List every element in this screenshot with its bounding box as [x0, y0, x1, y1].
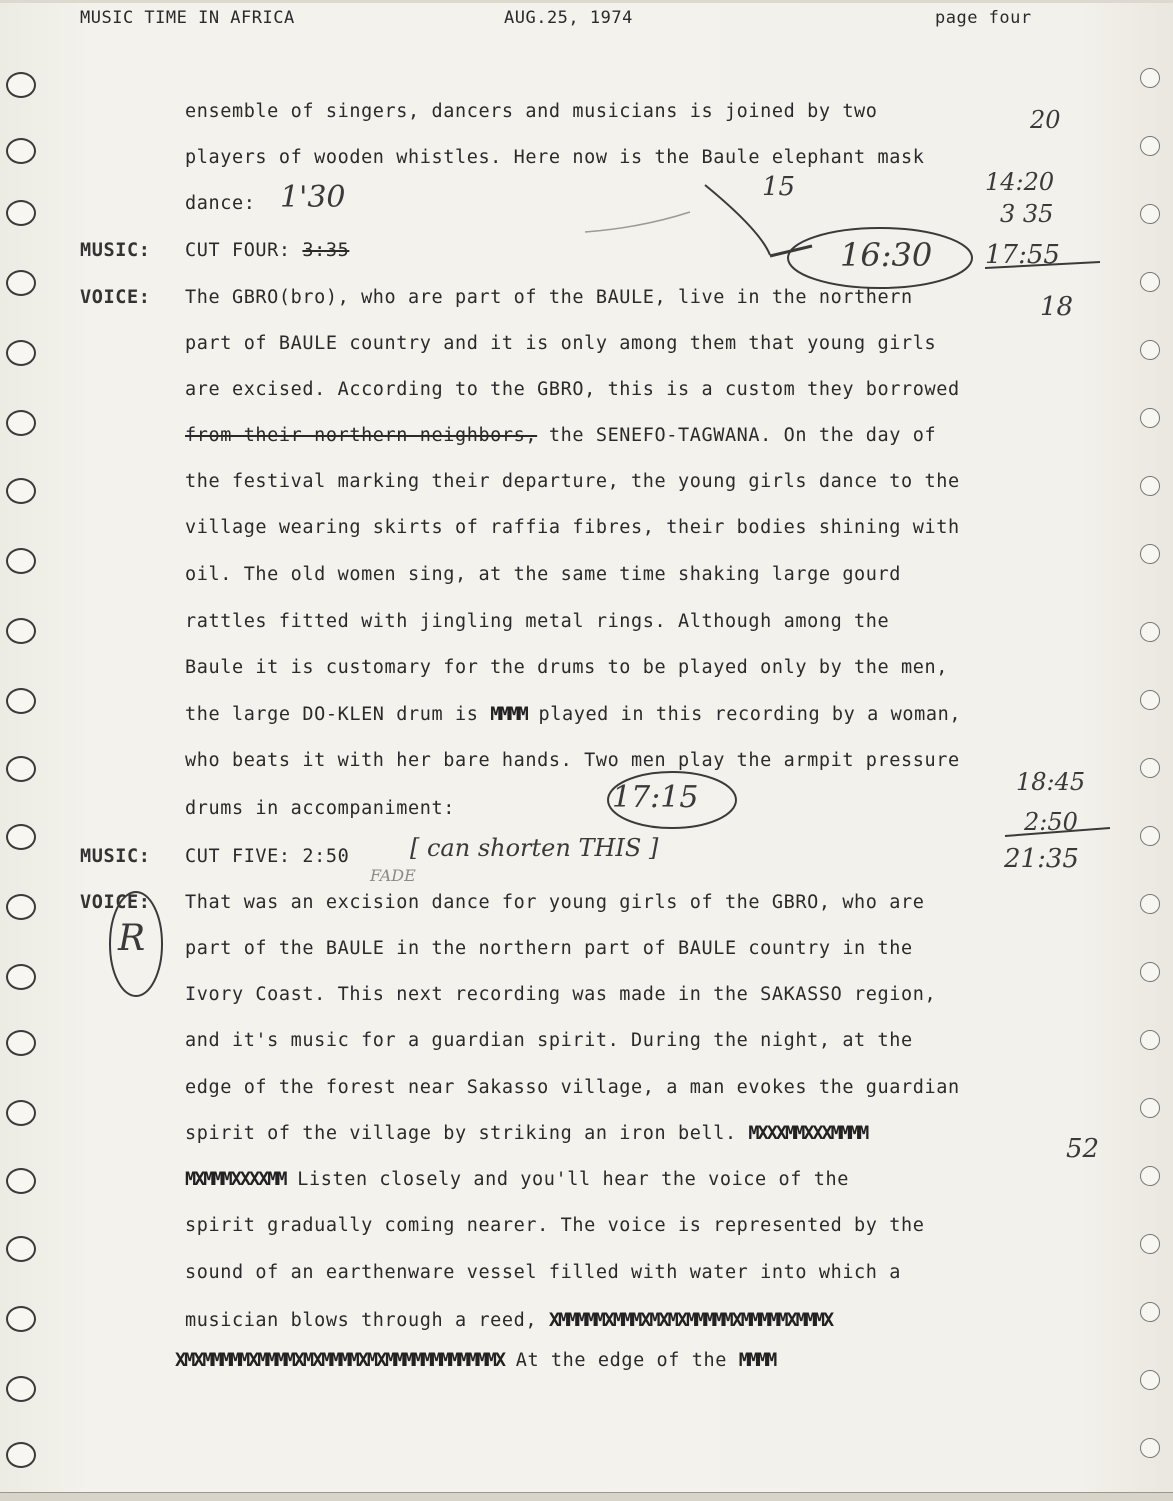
line-start: musician blows through a reed,	[185, 1310, 549, 1331]
punch-hole	[1140, 476, 1160, 496]
line-rest: played in this recording by a woman,	[526, 704, 962, 725]
handwritten-note: 52	[1066, 1134, 1100, 1164]
script-line	[185, 1122, 867, 1146]
line-start: the large DO-KLEN drum is	[185, 704, 491, 725]
punch-hole	[1140, 1234, 1160, 1254]
page-number: page four	[935, 8, 1032, 28]
music-label: MUSIC:	[80, 240, 151, 261]
handwritten-note: 18:45	[1016, 768, 1086, 796]
script-line: spirit gradually coming nearer. The voice is represented by the	[185, 1215, 925, 1236]
script-line: rattles fitted with jingling metal rings. Although among the	[185, 611, 890, 632]
script-line: edge of the forest near Sakasso village, a man evokes the guardian	[185, 1077, 960, 1098]
punch-hole	[1140, 894, 1160, 914]
line-rest: Listen closely and you'll hear the voice of the	[285, 1169, 849, 1190]
script-line: who beats it with her bare hands. Two men play the armpit pressure	[185, 750, 960, 771]
line-rest: the SENEFO-TAGWANA. On the day of	[537, 425, 937, 446]
pencil-stroke	[585, 212, 690, 232]
typed-over-text: MXXXMMXXXMMMM	[748, 1123, 868, 1144]
script-line: part of the BAULE in the northern part of BAULE country in the	[185, 938, 913, 959]
script-line: are excised. According to the GBRO, this is a custom they borrowed	[185, 379, 960, 400]
punch-hole	[6, 824, 36, 850]
punch-hole	[1140, 962, 1160, 982]
punch-hole	[6, 478, 36, 504]
handwritten-note: 1'30	[280, 180, 346, 215]
typed-over-text: MMMM	[738, 1350, 776, 1371]
line-rest: At the edge of the	[503, 1350, 739, 1371]
punch-hole	[6, 1376, 36, 1402]
punch-hole	[1140, 204, 1160, 224]
handwritten-note: 21:35	[1004, 844, 1079, 874]
punch-hole	[6, 1168, 36, 1194]
line-start: The	[185, 287, 232, 308]
music-label: MUSIC:	[80, 846, 151, 867]
punch-hole	[1140, 758, 1160, 778]
script-line	[185, 424, 936, 448]
cue-name: CUT FOUR:	[185, 240, 291, 261]
punch-hole	[6, 1100, 36, 1126]
punch-hole	[1140, 272, 1160, 292]
punch-hole	[1140, 136, 1160, 156]
typed-over-text: MXMMMXXXXMM	[185, 1169, 286, 1190]
script-line: part of BAULE country and it is only among them that young girls	[185, 333, 937, 354]
punch-hole	[6, 410, 36, 436]
handwritten-note: 18	[1040, 292, 1074, 322]
handwritten-note: R	[118, 918, 146, 959]
punch-hole	[1140, 1098, 1160, 1118]
handwritten-note: 16:30	[840, 236, 933, 274]
script-line: sound of an earthenware vessel filled with water into which a	[185, 1262, 902, 1283]
typed-over-text: XMMMMMXMMMXMXMXMMMMMXMMMMMXMMMX	[548, 1310, 833, 1331]
script-line	[185, 1168, 849, 1192]
punch-hole	[1140, 544, 1160, 564]
punch-hole	[6, 1030, 36, 1056]
script-line: village wearing skirts of raffia fibres, their bodies shining with	[185, 517, 960, 538]
punch-hole	[1140, 340, 1160, 360]
handwritten-note: 3 35	[1000, 200, 1054, 228]
right-punch-holes	[1128, 0, 1173, 1500]
program-title: MUSIC TIME IN AFRICA	[80, 8, 295, 28]
script-line	[185, 286, 913, 310]
punch-hole	[6, 756, 36, 782]
punch-hole	[1140, 1166, 1160, 1186]
handwritten-note: [ can shorten THIS ]	[410, 834, 659, 862]
handwritten-note: FADE	[370, 866, 416, 885]
punch-hole	[1140, 826, 1160, 846]
punch-hole	[1140, 1438, 1160, 1458]
pen-stroke	[770, 246, 812, 256]
punch-hole	[6, 1306, 36, 1332]
voice-label: VOICE:	[80, 287, 151, 308]
script-line: the festival marking their departure, the young girls dance to the	[185, 471, 960, 492]
line-start: spirit of the village by striking an iron bell.	[185, 1123, 749, 1144]
handwritten-note: 17:15	[612, 780, 699, 815]
punch-hole	[6, 548, 36, 574]
punch-hole	[6, 688, 36, 714]
line-rest: GBRO(bro), who are part of the BAULE, live in the northern	[231, 287, 913, 308]
script-line: That was an excision dance for young girls of the GBRO, who are	[185, 892, 925, 913]
voice-label: VOICE:	[80, 892, 151, 913]
script-line: drums in accompaniment:	[185, 798, 455, 819]
left-punch-holes	[0, 0, 56, 1500]
punch-hole	[6, 200, 36, 226]
punch-hole	[6, 618, 36, 644]
script-line: oil. The old women sing, at the same time shaking large gourd	[185, 564, 902, 585]
arrow-stroke	[705, 185, 770, 255]
handwritten-note: 15	[762, 172, 796, 202]
punch-hole	[6, 340, 36, 366]
punch-hole	[1140, 1030, 1160, 1050]
punch-hole	[6, 1236, 36, 1262]
punch-hole	[1140, 1302, 1160, 1322]
handwritten-note: 20	[1030, 106, 1061, 134]
punch-hole	[6, 138, 36, 164]
top-edge	[0, 0, 1173, 3]
handwritten-note: 17:55	[985, 240, 1060, 270]
music-cue: CUT FIVE: 2:50	[185, 846, 350, 867]
page-header	[80, 8, 1143, 34]
punch-hole	[6, 894, 36, 920]
script-line: dance:	[185, 193, 256, 214]
struck-phrase: from their northern neighbors,	[185, 425, 538, 446]
script-line: Baule it is customary for the drums to be played only by the men,	[185, 657, 948, 678]
punch-hole	[1140, 1370, 1160, 1390]
punch-hole	[1140, 622, 1160, 642]
script-line: and it's music for a guardian spirit. During the night, at the	[185, 1030, 913, 1051]
punch-hole	[6, 270, 36, 296]
punch-hole	[1140, 690, 1160, 710]
script-line: players of wooden whistles. Here now is the Baule elephant mask	[185, 147, 925, 168]
script-line	[185, 1309, 832, 1333]
punch-hole	[1140, 408, 1160, 428]
script-line	[175, 1349, 775, 1373]
cue-time-struck: 3:35	[302, 240, 350, 261]
punch-hole	[6, 964, 36, 990]
typed-over-text: XMXMMMMMXMMMMXMXMMMMXMXMMMMMMMMMMMMX	[175, 1350, 504, 1371]
music-cue	[185, 239, 349, 263]
punch-hole	[6, 1442, 36, 1468]
handwritten-note: 2:50	[1024, 808, 1078, 836]
script-line: ensemble of singers, dancers and musicians is joined by two	[185, 101, 878, 122]
punch-hole	[1140, 68, 1160, 88]
typed-over-text: MMMM	[490, 704, 527, 725]
script-line	[185, 703, 961, 727]
handwritten-note: 14:20	[985, 168, 1055, 196]
punch-hole	[6, 72, 36, 98]
broadcast-date: AUG.25, 1974	[504, 8, 633, 28]
script-line: Ivory Coast. This next recording was made in the SAKASSO region,	[185, 984, 937, 1005]
